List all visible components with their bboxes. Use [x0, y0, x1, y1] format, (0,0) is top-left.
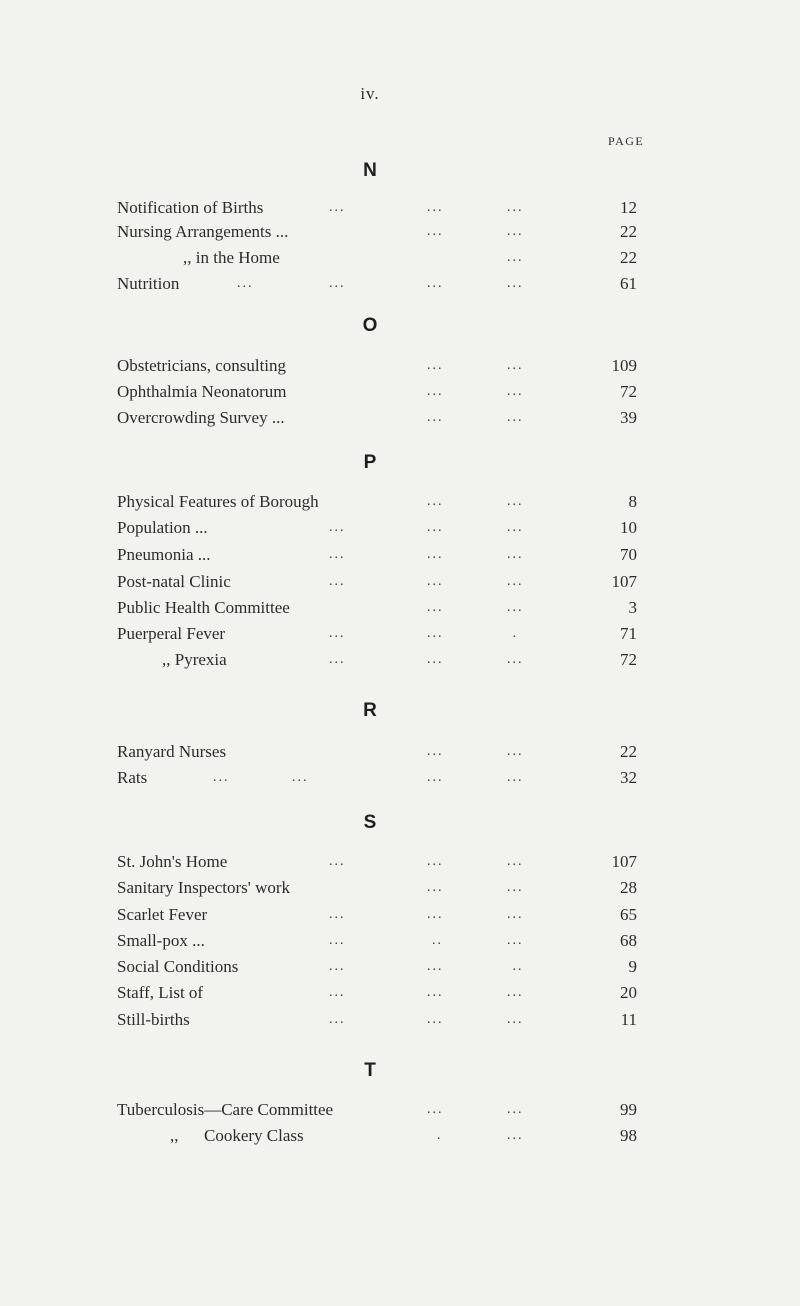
entry-page: 107	[611, 852, 637, 871]
entry-label: Sanitary Inspectors' work	[117, 878, 291, 897]
page-number: iv.	[360, 84, 380, 103]
entry-page: 20	[620, 983, 637, 1002]
entry-page: 71	[620, 624, 637, 643]
entry-label: Pneumonia ...	[117, 545, 211, 564]
index-entry: Physical Features of Borough ... ... 8	[117, 490, 637, 514]
section-letter-o: O	[362, 315, 378, 336]
index-entry: Sanitary Inspectors' work ... ... 28	[117, 876, 637, 900]
index-entry: Obstetricians, consulting ... ... 109	[117, 354, 637, 378]
entry-page: 22	[620, 248, 637, 267]
entry-page: 61	[620, 274, 637, 293]
index-entry: Pneumonia ... ... ... ... 70	[117, 543, 637, 567]
index-entry: ,, in the Home ... 22	[117, 246, 637, 270]
index-entry: Nursing Arrangements ... ... ... 22	[117, 220, 637, 244]
entry-page: 72	[620, 650, 637, 669]
section-letter-n: N	[363, 160, 377, 181]
entry-label: Obstetricians, consulting	[117, 356, 287, 375]
entry-page: 8	[628, 492, 637, 511]
entry-label: Overcrowding Survey ...	[117, 408, 285, 427]
section-letter-t: T	[364, 1060, 376, 1081]
index-entry: Still-births ... ... ... 11	[117, 1008, 637, 1032]
index-entry: Notification of Births ... ... ... 12	[117, 196, 637, 220]
entry-label: ,, Cookery Class	[170, 1126, 304, 1145]
index-entry: ,, Cookery Class . ... 98	[117, 1124, 637, 1148]
entry-label: ,, Pyrexia	[162, 650, 227, 669]
section-letter-p: P	[363, 452, 377, 473]
index-entry: Puerperal Fever ... ... . 71	[117, 622, 637, 646]
page-column-header: PAGE	[608, 134, 645, 148]
entry-page: 10	[620, 518, 637, 537]
entry-page: 68	[620, 931, 637, 950]
entry-page: 28	[620, 878, 637, 897]
index-entry: ,, Pyrexia ... ... ... 72	[117, 648, 637, 672]
index-entry: Small-pox ... ... .. ... 68	[117, 929, 637, 953]
index-entry: Post-natal Clinic ... ... ... 107	[117, 570, 637, 594]
entry-label: Ophthalmia Neonatorum	[117, 382, 287, 401]
index-entry: Rats ... ... ... ... 32	[117, 766, 637, 790]
entry-label: Still-births	[117, 1010, 190, 1029]
section-letter-s: S	[363, 812, 377, 833]
entry-label: Nutrition	[117, 274, 180, 293]
index-entry: Overcrowding Survey ... ... ... 39	[117, 406, 637, 430]
entry-page: 98	[620, 1126, 637, 1145]
index-entry: Tuberculosis—Care Committee ... ... 99	[117, 1098, 637, 1122]
section-letter-r: R	[363, 700, 377, 721]
entry-page: 72	[620, 382, 637, 401]
entry-page: 65	[620, 905, 637, 924]
entry-label: Physical Features of Borough	[117, 492, 319, 511]
entry-page: 12	[620, 198, 637, 217]
index-entry: Social Conditions ... ... .. 9	[117, 955, 637, 979]
entry-label: ,, in the Home	[183, 248, 280, 267]
entry-label: Public Health Committee	[117, 598, 290, 617]
entry-label: Scarlet Fever	[117, 905, 208, 924]
entry-label: Puerperal Fever	[117, 624, 226, 643]
index-entry: Population ... ... ... ... 10	[117, 516, 637, 540]
entry-page: 22	[620, 222, 637, 241]
index-entry: Scarlet Fever ... ... ... 65	[117, 903, 637, 927]
entry-page: 107	[611, 572, 637, 591]
index-entry: Ranyard Nurses ... ... 22	[117, 740, 637, 764]
entry-page: 109	[611, 356, 637, 375]
entry-page: 39	[620, 408, 637, 427]
entry-label: Post-natal Clinic	[117, 572, 231, 591]
entry-page: 22	[620, 742, 637, 761]
entry-page: 32	[620, 768, 637, 787]
entry-label: Tuberculosis—Care Committee	[117, 1100, 334, 1119]
entry-label: Small-pox ...	[117, 931, 205, 950]
entry-label: Ranyard Nurses	[117, 742, 227, 761]
entry-label: Population ...	[117, 518, 208, 537]
entry-label: Staff, List of	[117, 983, 204, 1002]
entry-page: 11	[620, 1010, 637, 1029]
entry-label: St. John's Home	[117, 852, 228, 871]
entry-label: Social Conditions	[117, 957, 239, 976]
entry-label: Rats	[117, 768, 148, 787]
entry-page: 70	[620, 545, 637, 564]
index-entry: Nutrition ... ... ... ... 61	[117, 272, 637, 296]
index-entry: St. John's Home ... ... ... 107	[117, 850, 637, 874]
entry-label: Nursing Arrangements ...	[117, 222, 289, 241]
entry-label: Notification of Births	[117, 198, 264, 217]
entry-page: 9	[628, 957, 637, 976]
index-entry: Staff, List of ... ... ... 20	[117, 981, 637, 1005]
entry-page: 3	[628, 598, 637, 617]
entry-page: 99	[620, 1100, 637, 1119]
index-entry: Ophthalmia Neonatorum ... ... 72	[117, 380, 637, 404]
index-entry: Public Health Committee ... ... 3	[117, 596, 637, 620]
